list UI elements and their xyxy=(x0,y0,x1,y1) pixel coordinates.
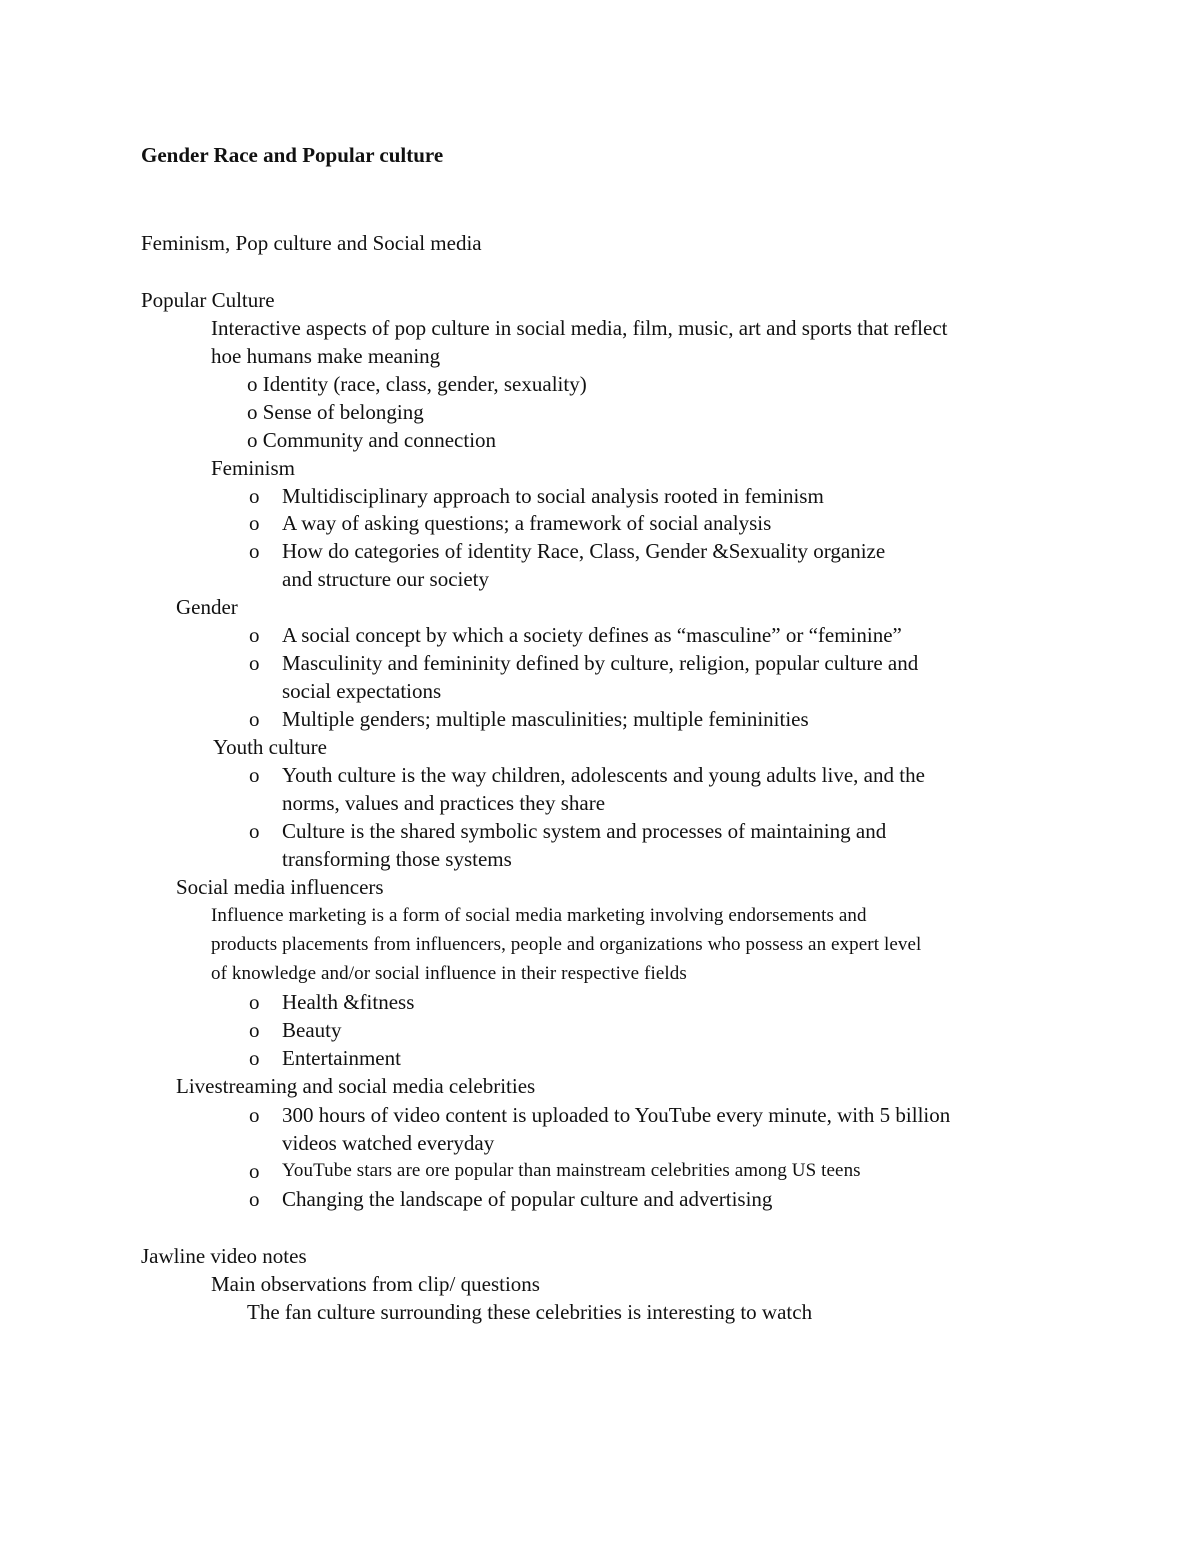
jawline-heading: Jawline video notes xyxy=(141,1244,307,1268)
list-item: A way of asking questions; a framework of social analysis xyxy=(282,511,772,535)
bullet-marker: o xyxy=(249,1046,260,1070)
list-item: o Community and connection xyxy=(247,428,497,452)
list-item-continuation: social expectations xyxy=(282,679,442,703)
list-item: 300 hours of video content is uploaded to YouTube every minute, with 5 billion xyxy=(282,1103,951,1127)
list-item: How do categories of identity Race, Class, Gender &Sexuality organize xyxy=(282,539,886,563)
list-item: Changing the landscape of popular culture and advertising xyxy=(282,1187,773,1211)
list-item: Health &fitness xyxy=(282,990,415,1014)
influencers-heading: Social media influencers xyxy=(176,875,384,899)
list-item: Entertainment xyxy=(282,1046,401,1070)
popular-culture-desc-line: Interactive aspects of pop culture in social media, film, music, art and sports that reflect xyxy=(211,316,948,340)
bullet-marker: o xyxy=(249,819,260,843)
bullet-marker: o xyxy=(249,539,260,563)
bullet-marker: o xyxy=(249,1187,260,1211)
bullet-marker: o xyxy=(249,707,260,731)
bullet-marker: o xyxy=(249,484,260,508)
list-item-continuation: transforming those systems xyxy=(282,847,512,871)
bullet-marker: o xyxy=(249,990,260,1014)
jawline-subheading: Main observations from clip/ questions xyxy=(211,1272,540,1296)
bullet-marker: o xyxy=(249,511,260,535)
list-item: Multiple genders; multiple masculinities; multiple femininities xyxy=(282,707,809,731)
youth-culture-heading: Youth culture xyxy=(213,735,327,759)
influencers-desc-line: of knowledge and/or social influence in their respective fields xyxy=(211,963,687,984)
gender-heading: Gender xyxy=(176,595,238,619)
livestreaming-heading: Livestreaming and social media celebrities xyxy=(176,1074,536,1098)
popular-culture-heading: Popular Culture xyxy=(141,288,275,312)
bullet-marker: o xyxy=(249,1103,260,1127)
bullet-marker: o xyxy=(249,763,260,787)
list-item: Beauty xyxy=(282,1018,342,1042)
list-item: YouTube stars are ore popular than mainstream celebrities among US teens xyxy=(282,1160,861,1181)
document-title: Gender Race and Popular culture xyxy=(141,143,444,167)
jawline-note: The fan culture surrounding these celebrities is interesting to watch xyxy=(247,1300,813,1324)
list-item: Multidisciplinary approach to social analysis rooted in feminism xyxy=(282,484,824,508)
list-item: o Identity (race, class, gender, sexuality) xyxy=(247,372,587,396)
popular-culture-desc-line: hoe humans make meaning xyxy=(211,344,441,368)
bullet-marker: o xyxy=(249,1018,260,1042)
influencers-desc-line: products placements from influencers, people and organizations who possess an expert level xyxy=(211,934,922,955)
feminism-heading: Feminism xyxy=(211,456,296,480)
bullet-marker: o xyxy=(249,623,260,647)
section-subtitle: Feminism, Pop culture and Social media xyxy=(141,231,482,255)
list-item: Masculinity and femininity defined by culture, religion, popular culture and xyxy=(282,651,919,675)
list-item: A social concept by which a society defines as “masculine” or “feminine” xyxy=(282,623,902,647)
list-item-continuation: and structure our society xyxy=(282,567,490,591)
list-item-continuation: videos watched everyday xyxy=(282,1131,495,1155)
list-item: Youth culture is the way children, adolescents and young adults live, and the xyxy=(282,763,925,787)
influencers-desc-line: Influence marketing is a form of social media marketing involving endorsements and xyxy=(211,905,867,926)
list-item: Culture is the shared symbolic system and processes of maintaining and xyxy=(282,819,887,843)
list-item: o Sense of belonging xyxy=(247,400,424,424)
list-item-continuation: norms, values and practices they share xyxy=(282,791,606,815)
bullet-marker: o xyxy=(249,1159,260,1183)
bullet-marker: o xyxy=(249,651,260,675)
